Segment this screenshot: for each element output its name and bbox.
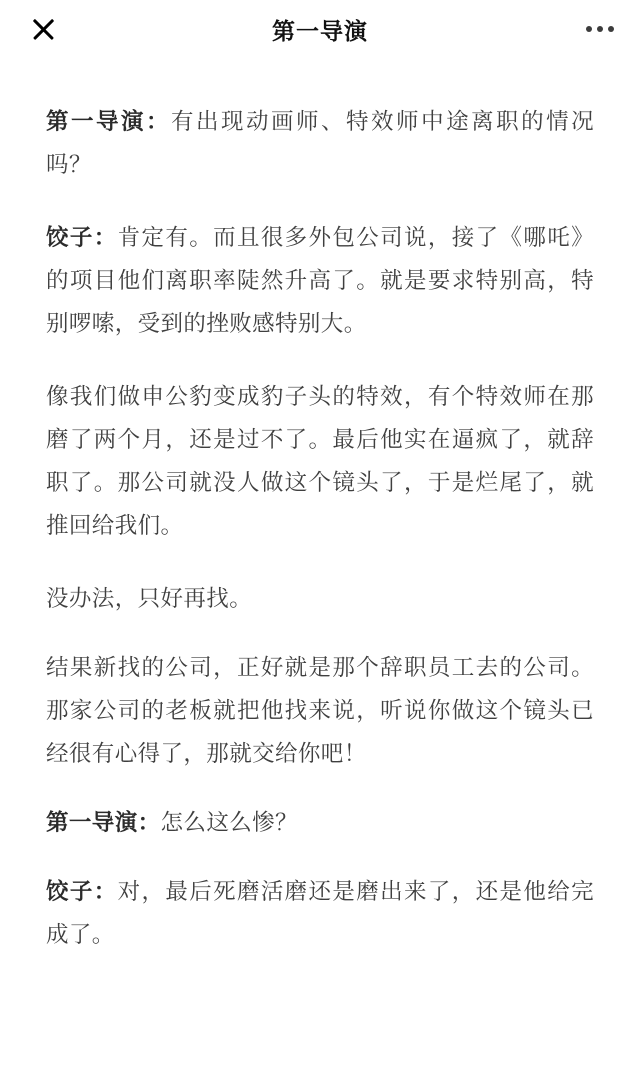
more-dot-3 — [608, 26, 614, 32]
paragraph-text: 结果新找的公司，正好就是那个辞职员工去的公司。那家公司的老板就把他找来说，听说你做这个镜头已经很有心得了，那就交给你吧！ — [46, 655, 594, 766]
paragraph — [46, 646, 594, 775]
paragraph-text: 没办法，只好再找。 — [46, 586, 253, 611]
speaker-label: 第一导演： — [46, 810, 161, 835]
nav-right-group — [544, 20, 614, 38]
close-icon[interactable] — [28, 14, 58, 44]
speaker-label: 饺子： — [46, 225, 118, 250]
paragraph — [46, 870, 594, 956]
more-dot-1 — [586, 26, 592, 32]
paragraph-text: 怎么这么惨？ — [160, 810, 298, 835]
paragraph — [46, 577, 594, 620]
more-dot-2 — [597, 26, 603, 32]
speaker-label: 第一导演： — [46, 109, 172, 134]
paragraph-text: 肯定有。而且很多外包公司说，接了《哪吒》的项目他们离职率陡然升高了。就是要求特别高，特别啰嗦，受到的挫败感特别大。 — [46, 225, 594, 336]
paragraph — [46, 100, 594, 186]
more-options-icon[interactable] — [586, 20, 614, 38]
article-content — [0, 58, 640, 1069]
paragraph — [46, 375, 594, 547]
paragraph — [46, 801, 594, 844]
top-navigation-bar — [0, 0, 640, 58]
paragraph — [46, 216, 594, 345]
speaker-label: 饺子： — [46, 879, 118, 904]
page-title: 第一导演 — [272, 17, 368, 44]
nav-left-group — [28, 14, 98, 44]
paragraph-text: 对，最后死磨活磨还是磨出来了，还是他给完成了。 — [46, 879, 594, 947]
paragraph-text: 像我们做申公豹变成豹子头的特效，有个特效师在那磨了两个月，还是过不了。最后他实在逼疯了，就辞职了。那公司就没人做这个镜头了，于是烂尾了，就推回给我们。 — [46, 384, 594, 538]
paragraph-text: 有出现动画师、特效师中途离职的情况吗？ — [46, 109, 594, 177]
